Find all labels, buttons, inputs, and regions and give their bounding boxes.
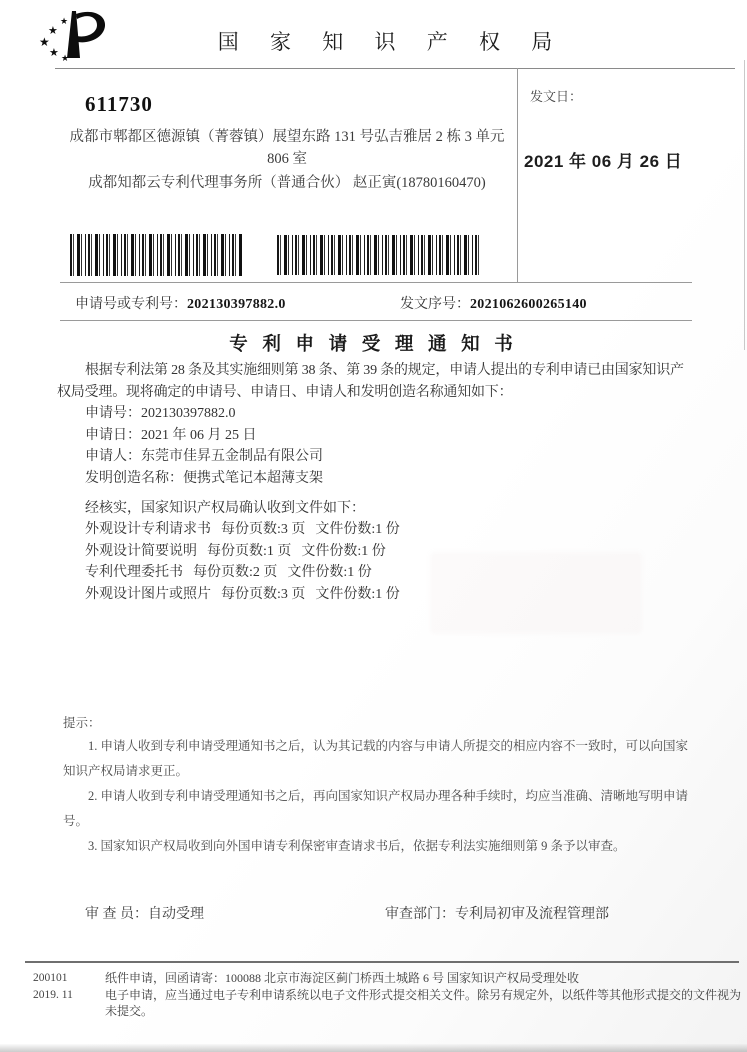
document-pages: 每份页数:3 页 (221, 586, 306, 602)
department-value: 专利局初审及流程管理部 (455, 907, 609, 922)
svg-text:★: ★ (39, 35, 50, 49)
footer-notes (105, 970, 743, 1020)
document-name: 专利代理委托书 (85, 565, 183, 581)
tips-section (63, 712, 690, 859)
application-number-label: 申请号或专利号： (75, 297, 187, 312)
application-number-value: 202130397882.0 (187, 297, 286, 312)
dispatch-box-divider (517, 68, 518, 282)
document-pages: 每份页数:1 页 (207, 543, 292, 559)
field-label: 发明创造名称： (85, 470, 183, 486)
examiner-label: 审 查 员： (85, 907, 148, 922)
agent-line: 成都知都云专利代理事务所（普通合伙） 赵正寅(18780160470) (88, 175, 486, 191)
page-edge-line (744, 60, 745, 350)
footer-note-paper: 纸件申请，回函请寄：100088 北京市海淀区蓟门桥西土城路 6 号 国家知识产权局受理处收 (105, 971, 580, 985)
department-label: 审查部门： (385, 907, 455, 922)
dispatch-serial-value: 2021062600265140 (470, 297, 587, 312)
field-value: 便携式笔记本超薄支架 (183, 470, 323, 486)
agency-name: 国 家 知 识 产 权 局 (217, 30, 566, 54)
tip-item-2: 2. 申请人收到专利申请受理通知书之后，再向国家知识产权局办理各种手续时，均应当准确、清晰地写明申请号。 (63, 789, 689, 828)
tips-label: 提示： (63, 716, 101, 730)
document-name: 外观设计专利请求书 (85, 522, 211, 538)
document-item (85, 519, 697, 541)
document-copies: 文件份数:1 份 (287, 565, 372, 581)
document-copies: 文件份数:1 份 (315, 586, 400, 602)
document-pages: 每份页数:3 页 (221, 522, 306, 538)
svg-text:★: ★ (60, 16, 69, 26)
scan-artifact (430, 552, 642, 634)
field-application-date (85, 425, 697, 447)
footer-code-2: 2019. 11 (33, 988, 73, 1001)
dispatch-serial-label: 发文序号： (400, 297, 470, 312)
confirm-intro: 经核实，国家知识产权局确认收到文件如下： (85, 500, 365, 516)
scan-bottom-edge (0, 1044, 747, 1052)
dispatch-date-label: 发文日： (530, 89, 583, 104)
header-divider (55, 68, 735, 69)
field-label: 申请人： (85, 449, 141, 465)
address-line-2: 806 室 (267, 151, 307, 167)
field-invention-name (85, 468, 697, 490)
document-name: 外观设计简要说明 (85, 543, 197, 559)
notice-title: 专 利 申 请 受 理 通 知 书 (229, 335, 518, 355)
document-pages: 每份页数:2 页 (193, 565, 278, 581)
barcode-right (277, 235, 479, 275)
tip-item-1: 1. 申请人收到专利申请受理通知书之后，认为其记载的内容与申请人所提交的相应内容不一致时，可以向国家知识产权局请求更正。 (63, 739, 689, 778)
dispatch-serial (400, 293, 587, 313)
address-line-1: 成都市郫都区德源镇（菁蓉镇）展望东路 131 号弘吉雅居 2 栋 3 单元 (69, 129, 505, 145)
field-value: 2021 年 06 月 25 日 (141, 427, 257, 443)
footer-divider (25, 961, 739, 963)
numbers-row-bottom-rule (60, 320, 692, 321)
dispatch-date-value: 2021 年 06 月 26 日 (524, 152, 683, 171)
document-name: 外观设计图片或照片 (85, 586, 211, 602)
footer-note-electronic: 电子申请，应当通过电子专利申请系统以电子文件形式提交相关文件。除另有规定外，以纸件等其他形式提交的文件视为未提交。 (105, 987, 742, 1018)
department-row (385, 903, 609, 923)
application-number (75, 293, 286, 313)
field-value: 202130397882.0 (141, 406, 236, 422)
field-label: 申请号： (85, 406, 141, 422)
field-application-no (85, 403, 697, 425)
svg-text:★: ★ (48, 25, 58, 37)
document-copies: 文件份数:1 份 (315, 522, 400, 538)
examiner-row (85, 903, 204, 923)
field-applicant (85, 446, 697, 468)
field-value: 东莞市佳昇五金制品有限公司 (141, 449, 323, 465)
field-label: 申请日： (85, 427, 141, 443)
document-copies: 文件份数:1 份 (301, 543, 386, 559)
notice-intro: 根据专利法第 28 条及其实施细则第 38 条、第 39 条的规定，申请人提出的专利申请已由国家知识产权局受理。现将确定的申请号、申请日、申请人和发明创造名称通知如下： (57, 363, 684, 400)
svg-text:★: ★ (49, 47, 59, 59)
barcode-left (70, 234, 242, 276)
svg-text:★: ★ (61, 53, 70, 62)
footer-code-1: 200101 (33, 972, 68, 984)
recipient-address (58, 126, 516, 194)
footer-codes (33, 970, 73, 1003)
numbers-row-top-rule (60, 282, 692, 283)
postal-code: 611730 (85, 92, 153, 116)
examiner-value: 自动受理 (148, 907, 204, 922)
tip-item-3: 3. 国家知识产权局收到向外国申请专利保密审查请求书后，依据专利法实施细则第 9 条予以审查。 (88, 839, 626, 853)
